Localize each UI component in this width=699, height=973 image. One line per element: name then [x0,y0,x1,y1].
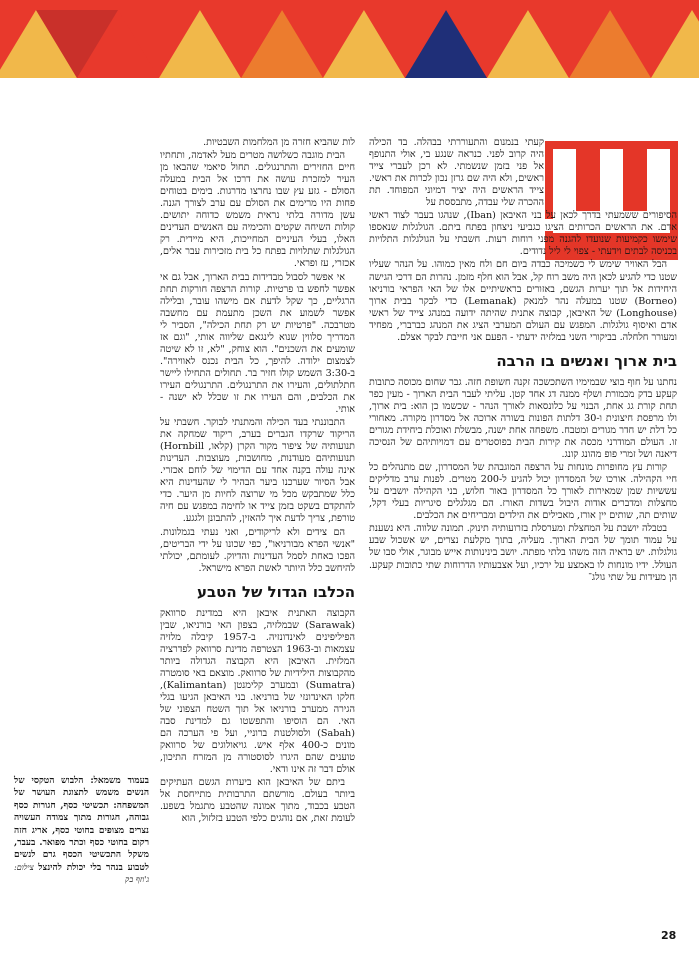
paragraph: התבוננתי בעד הכילה והמתנתי לבוקר. חשבתי על הריקוד שרקדו הגברים בערב, ריקוד שמחקה את תנועותיה של ציפור מקור הקרן (קלאו, Hornbill) תנועותיהם מעודנות, מחושבות, מעוצבות. העדינות אינה עולה בקנה אחד עם הדימוי של לוחם אכזרי. אבל הסיור שערכנו ביער הבהיר לי שהעדינות היא כלל שמתבקש מכל מי שרוצה לחיות מן היער. כדי להתקדם בשקט בזמן צייד או לחימה במפגש עם חיה טורפת, צריך לדעת איך להאזין, להתבונן ולגגע. [160,417,355,525]
paragraph: בטבלה יושבת על המחצלת ומערסלת בזרועותיה תינוק. תמונה שלווה. היא נשענת על עמוד תומך של הבית הארוך. מעליה, בתוך מקלעת נצרים, יש אשכול שבע גולגלות. יש בראיה הזה משהו בלתי מפתה. יושב בינינותות אייש מבוגר, אולי סבו של העולל. ידיו מונחות לו באמצע על ירכיו, ועל אצבעותיו הדרוחות שתי כתובות קעקע. הן מעידות על שתי גולג־ [369,523,677,583]
paragraph: הקבוצה האתנית איבאן היא במדינת סרוואק (Sarawak) שבמלזיה, בצפון האי בורניאו, שבין הפיליפינים לאינדונזיה. ב-1957 קיבלה מלזיה עצמאות וב-1963 הצטרפה מדינת סרוואק לפדרציה המלזית. האיבאן היא הקבוצה הגדולה ביותר מהקבוצות הילידיות של סרוואק. מוצאם באי סומטרה (Sumatra) ובמערב קלימנטן (Kalimantan), חלקו האינדונזי של בורניאו. בני האיבאן הגיעו בגלי הגירה ממערב בורניאו אל תוך השטח הצפוני של האי. הם הוסיפו והתפשטו גם למדינת סבה (Sabah) ולסולטנות ברוניי, ועל פי הערכה הם מונים כ-400 אלף איש. גויאולוגים של סרוואק טוענים שהם היגרו לסוסטורה מן המזרח התיכון, אולם דבר זה אינו ודאי. [160,607,355,776]
paragraph: הבית מוגבה כשלושה מטרים מעל לאדמה, ותחתיו חיים החזירים והתרנגולים. תחול סיאמי שהבאו מן העיר למזכרת עושה את דרכו אל הבית במעלה הסולם - גזע עץ שבו נחרצו מדרגות. בימים בטוחים פחות היו מרימים את הסולם עם ערב לצורך הגנה. עשן מדורה בלתי נראית משמש כדוחה יתושים. קולות השיחה שקטים והכימיה עם האנשים העדינים האלו, בעלי העיניים המחייכות, היא מיידית. רק הגולגלות שתלויות בפתח כל בית מזכירות עבר אלים, אכזרי, עז ופראי. [160,150,355,270]
paragraph: אי אפשר לסבול מבדידות בבית הארוך, אבל גם אי אפשר לחפש בו פרטיות. קורות הרצפה חורקות תחת הרגליים, כך שקל לדעת אם מישהו עובר, ובלילה אפשר לשמוע את השכן מתעמת עם מחשבה מטרבכה. "פרטיות יש רק תחת הכילה", הסביר לי המדריך סלווין שנוא לינגאם שליווה אותי, "וגם אז שומעים את השכנים". הוא צוחק, "לא, זו לא שיטה לצמצום ילודה. להיפך, כל הבית נכנס לאווירה". ב-3:30 השמש קולו חזיר בר. תחולים התחילו ליישר חתלתולים, והעירו את התרנגולים. התרנגולים העירו את הכלבים, והם העירו את זו שכלל לא ישנה - אותי. [160,271,355,416]
photo-credit: צילום: ג'וזף בק [14,862,149,885]
paragraph: קעתי בנמנום והתעוררתי בבהלה. בד הכילה היה קרוב לפני. כנראה שנגע בי, אולי התנופף אל פני בזמן שנשמתי. לא רכן לעברי צייד ראשים, ולא היה שם גרזן נכון לכרות את ראשי. צייד הראשים היה יציר דמיוני המפוחד. תת ההכרה שלי עבדה, מתבססת על [369,137,544,209]
paragraph: הם צידים ולא לריקודים, ואני נעתי בגמלונות. "אנשי הפרא מבורניאו", כפי שכונו על ידי הבריטים, הפכו באחת לסמל העדינות והדיוק. לעומתם, יכולתי להיחשב כלל היותר לאשת הפרא מישראל. [160,526,355,574]
paragraph: הסיפורים ששמעתי בדרך לכאן על בני האיבאן (Iban), שנהגו בעבר לצוד ראשי אדם. את הראשים הכרותים הציגו כגביעי ניצחון בפתח ביתם. הגולגלות שנאספו שימשו כקמיעות שנועדו להגנה מפני רוחות רעות. חשבתי על הגולגלות התלויות בכניסה לבתים וידעתי - צפוי לי ליל נדודים. [369,210,677,258]
section-heading: בית ארוך ואנשים בו הרבה [496,351,677,370]
article-column-right [369,137,677,585]
page-number: 28 [661,929,677,942]
paragraph: קורות עץ מחופרות מונחות על הרצפה המוגבהת של המסדרון, שם מתנהלים כל חיי הקהילה. אורכו של המסדרון יכול להגיע ל-200 מטרים. לפנות ערב מדליקים עששיות שמן שמאירות לאורך כל המסדרון באור חלוש, בני הקהילה יושבים על מחצלות ומדברים אודות היבול בשדות האורז. הם מגלגלים סיגריות בעלי דקל, שותים תה, שותים יין אורז, מאכילים את הילדים ומבריחים את הכלבים. [369,462,678,522]
caption-text: הטקסי של הנשים משמש לתצוגת העושר של המשפחה: תכשיטי כסף, חגורות כסף גבוהה, חגורות מתוך צמודה העשויה נצרים מצופים בחוטי כסף, אריג חזה רקום בחוטי כסף וכתר מפואר. בעבר, משקל התכשיטי הכסף גרם לנשים לטבוע בנהר בלי יכולת להינצל [14,776,149,873]
paragraph: נחתנו על חוף בוצי שבמימיו השתכשכה זקנה חשופת חזה. גבר שחום מכוסה כתובות קעקע בדק מכמורת ושלף ממנה דג אחד קטן. עליתי לעבר הבית הארוך - מעין כפר תחת קורת גג אחת, הבנוי על כלונסאות לאורך הנהר - שכשמו כן הוא: בית ארוך, ולו מרפסת חיצונית ו-30 דלתות הפונות בשורה ארוכה אל מסדרון מקורה. מאחורי כל דלת יש חדר מגורים ומטבח. משפחה אחת ישנה, מבשלת ואוכלת ביחידת מגורים זו. העולם המודרני מכסה את קירות הבית בפוסטרים עם דמויותיהם של הנסיכה דיאנה ושל זמרי פופ מהונג קונג. [369,376,677,461]
paragraph: לות שהביא חזרה מן המלחמות השבטיות. [203,137,355,148]
section-heading: הכלבו הגדול של הטבע [197,582,355,601]
intro-text [369,137,544,209]
paragraph: הבל האוויר שימש לי כשמיכה כבדה ביום חם ולח מאין כמוהו. על הנהר שעליו שטנו כדי להגיע לכאן היה משב רוח קל, אבל הוא חלף מזמן. נהרות הם דרכי הגישה היחידות אל תוך יערות הגשם, באזורים בראשיתיים אלו של האי הפראי בורניאו (Borneo) שטנו במעלה נהר למנאק (Lemanak) כדי לבקר בבית ארוך (Longhouse) של האיבאן, קבוצה אתנית שהיתה ידועה במנהג צייד של ראשי אדם ואיסוף גולגלות. המפגש עם העולם המערבי הציג את המנהג כברברי, מפחיד ומעורר חלחלה. בביקורי השני במלזיה ידעתי - הפעם אני חייבת לבקר אצלם. [369,259,678,343]
article-column-middle [160,137,355,827]
photo-caption [14,775,149,888]
paragraph: ביתם של האיבאן הוא ביערות הגשם העתיקים ביותר בעולם. מורשתם התרבותית מתייחסת אל הטבע בכבוד, מתוך אמונה שהטבע מתגמל בשפע. לעומת זאת, אם נוהגים כלפי הטבע בזלזול, הוא [160,777,355,825]
decorative-banner [0,0,699,78]
caption-title: בעמוד משמאל: הלבוש [61,776,150,786]
banner-top-strip [0,0,699,10]
